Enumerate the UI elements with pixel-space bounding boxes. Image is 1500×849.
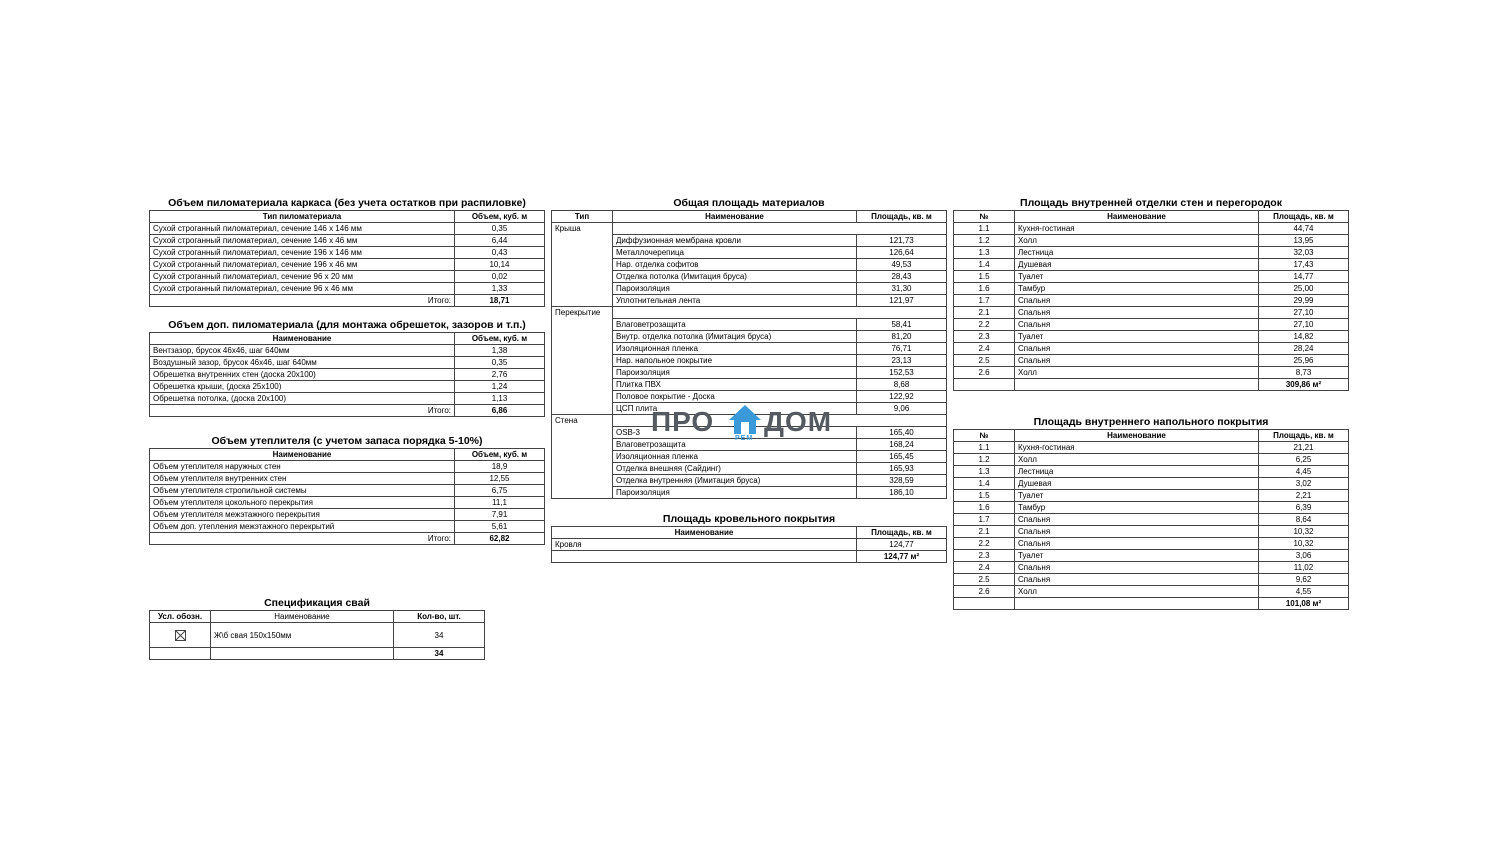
table-cell: OSB-3	[613, 427, 857, 439]
table-cell: 168,24	[857, 439, 947, 451]
logo-text-left: ПРО	[651, 406, 715, 437]
col-header: Площадь, кв. м	[857, 211, 947, 223]
table-row	[552, 391, 947, 403]
table-row	[954, 319, 1349, 331]
table-row	[150, 485, 545, 497]
table-cell: 31,30	[857, 283, 947, 295]
table-cell: 1.6	[954, 502, 1015, 514]
table-row	[954, 586, 1349, 598]
materials-block	[551, 196, 947, 499]
table-cell: Спальня	[1015, 295, 1259, 307]
table-cell: 1.2	[954, 454, 1015, 466]
table-cell: Сухой строганный пиломатериал, сечение 196 x 146 мм	[150, 247, 455, 259]
table-cell: 2.5	[954, 355, 1015, 367]
table-row	[954, 538, 1349, 550]
table-cell: 1.1	[954, 442, 1015, 454]
walls-rows	[954, 223, 1349, 379]
col-header: Наименование	[552, 527, 857, 539]
table-row	[954, 247, 1349, 259]
roofing-table	[551, 526, 947, 563]
table-cell: 5,61	[455, 521, 545, 533]
table-cell: Спальня	[1015, 562, 1259, 574]
table-cell: 152,53	[857, 367, 947, 379]
col-header: Тип пиломатериала	[150, 211, 455, 223]
table-cell: Сухой строганный пиломатериал, сечение 146 x 46 мм	[150, 235, 455, 247]
total-value: 18,71	[455, 295, 545, 307]
table-cell: Отделка внутренняя (Имитация бруса)	[613, 475, 857, 487]
table-cell: 8,64	[1259, 514, 1349, 526]
table-cell: 25,00	[1259, 283, 1349, 295]
table-cell: Холл	[1015, 235, 1259, 247]
col-header: Объем, куб. м	[455, 333, 545, 345]
table-cell: Кухня-гостиная	[1015, 223, 1259, 235]
materials-rows	[552, 223, 947, 499]
table-cell: Лестница	[1015, 466, 1259, 478]
frame-lumber-title: Объем пиломатериала каркаса (без учета остатков при распиловке)	[168, 197, 526, 209]
floors-title: Площадь внутреннего напольного покрытия	[1033, 416, 1269, 428]
table-cell: Тамбур	[1015, 502, 1259, 514]
table-row	[552, 283, 947, 295]
table-cell: 81,20	[857, 331, 947, 343]
table-cell: 4,55	[1259, 586, 1349, 598]
table-cell: 6,44	[455, 235, 545, 247]
col-header: Объем, куб. м	[455, 449, 545, 461]
col-header: Площадь, кв. м	[857, 527, 947, 539]
table-cell: 2.4	[954, 343, 1015, 355]
table-row	[954, 367, 1349, 379]
table-row	[954, 307, 1349, 319]
table-row	[150, 259, 545, 271]
frame-lumber-block	[149, 196, 545, 307]
table-row	[552, 487, 947, 499]
table-row	[150, 509, 545, 521]
table-row	[552, 379, 947, 391]
table-cell: 2.4	[954, 562, 1015, 574]
table-row	[552, 247, 947, 259]
table-cell: Обрешетка потолка, (доска 20х100)	[150, 393, 455, 405]
table-cell: 1.7	[954, 514, 1015, 526]
table-cell: Влаговетрозащита	[613, 319, 857, 331]
table-cell: 2.3	[954, 331, 1015, 343]
table-row	[150, 473, 545, 485]
table-cell: 27,10	[1259, 307, 1349, 319]
total-value: 6,86	[455, 405, 545, 417]
table-row	[954, 574, 1349, 586]
col-header: Тип	[552, 211, 613, 223]
table-cell: 2.1	[954, 307, 1015, 319]
table-cell: 25,96	[1259, 355, 1349, 367]
table-cell: 49,53	[857, 259, 947, 271]
table-cell: 165,40	[857, 427, 947, 439]
col-header: №	[954, 430, 1015, 442]
pile-name: Ж\б свая 150х150мм	[211, 623, 394, 648]
table-cell: 2.6	[954, 367, 1015, 379]
table-row	[954, 259, 1349, 271]
table-cell: Спальня	[1015, 307, 1259, 319]
col-header: Площадь, кв. м	[1259, 211, 1349, 223]
total-value: 309,86 м²	[1259, 379, 1349, 391]
table-cell: Сухой строганный пиломатериал, сечение 196 x 46 мм	[150, 259, 455, 271]
table-cell: 121,97	[857, 295, 947, 307]
section-type: Стена	[552, 415, 613, 427]
table-cell: Душевая	[1015, 259, 1259, 271]
table-cell: 23,13	[857, 355, 947, 367]
table-cell: Нар. отделка софитов	[613, 259, 857, 271]
table-cell: 1.6	[954, 283, 1015, 295]
table-row	[954, 223, 1349, 235]
floors-rows	[954, 442, 1349, 598]
table-cell: 2.2	[954, 319, 1015, 331]
table-cell: Спальня	[1015, 526, 1259, 538]
table-row	[552, 539, 947, 551]
table-cell: 2,21	[1259, 490, 1349, 502]
table-row	[552, 295, 947, 307]
pile-qty: 34	[394, 623, 485, 648]
table-row	[552, 343, 947, 355]
table-cell: 0,02	[455, 271, 545, 283]
table-cell: Плитка ПВХ	[613, 379, 857, 391]
table-cell: ЦСП плита	[613, 403, 857, 415]
table-cell: 2.6	[954, 586, 1015, 598]
col-header: №	[954, 211, 1015, 223]
logo-subtext: РЕМ	[735, 435, 754, 442]
total-value: 124,77 м²	[857, 551, 947, 563]
materials-title: Общая площадь материалов	[673, 197, 825, 209]
table-row	[954, 343, 1349, 355]
table-cell: 1,38	[455, 345, 545, 357]
table-row	[954, 562, 1349, 574]
table-cell: 0,43	[455, 247, 545, 259]
table-cell: Металлочерепица	[613, 247, 857, 259]
table-cell: Воздушный зазор, брусок 46х46, шаг 640мм	[150, 357, 455, 369]
table-cell: 18,9	[455, 461, 545, 473]
table-cell: 10,32	[1259, 526, 1349, 538]
table-cell: 186,10	[857, 487, 947, 499]
table-cell: 6,25	[1259, 454, 1349, 466]
table-cell: 1.4	[954, 478, 1015, 490]
table-cell: Диффузионная мембрана кровли	[613, 235, 857, 247]
table-cell: 124,77	[857, 539, 947, 551]
table-cell: Туалет	[1015, 490, 1259, 502]
table-row	[150, 357, 545, 369]
table-row	[552, 355, 947, 367]
table-cell: 121,73	[857, 235, 947, 247]
table-cell: Внутр. отделка потолка (Имитация бруса)	[613, 331, 857, 343]
table-cell: 1.3	[954, 466, 1015, 478]
col-header: Наименование	[613, 211, 857, 223]
watermark-logo	[648, 404, 853, 448]
extra-lumber-table	[149, 332, 545, 417]
table-cell: Нар. напольное покрытие	[613, 355, 857, 367]
table-row	[150, 521, 545, 533]
table-row	[552, 319, 947, 331]
table-cell: Тамбур	[1015, 283, 1259, 295]
table-cell: 9,06	[857, 403, 947, 415]
table-row	[150, 271, 545, 283]
table-cell: 14,82	[1259, 331, 1349, 343]
table-cell: 165,45	[857, 451, 947, 463]
table-cell: 32,03	[1259, 247, 1349, 259]
table-row	[954, 490, 1349, 502]
table-row	[954, 271, 1349, 283]
insulation-table	[149, 448, 545, 545]
total-value: 34	[394, 648, 485, 660]
table-cell: 0,35	[455, 223, 545, 235]
table-cell: Изоляционная пленка	[613, 451, 857, 463]
table-cell: Отделка потолка (Имитация бруса)	[613, 271, 857, 283]
table-cell: Спальня	[1015, 574, 1259, 586]
table-cell: Холл	[1015, 586, 1259, 598]
table-cell: Половое покрытие - Доска	[613, 391, 857, 403]
total-label: Итого:	[150, 295, 455, 307]
table-cell: Объем утеплителя цокольного перекрытия	[150, 497, 455, 509]
table-row	[954, 295, 1349, 307]
table-cell: 58,41	[857, 319, 947, 331]
col-header: Площадь, кв. м	[1259, 430, 1349, 442]
table-row	[552, 235, 947, 247]
table-cell: Объем утеплителя межэтажного перекрытия	[150, 509, 455, 521]
table-cell: Холл	[1015, 454, 1259, 466]
table-row	[954, 466, 1349, 478]
insulation-block	[149, 434, 545, 545]
table-cell: 1,13	[455, 393, 545, 405]
table-row	[954, 550, 1349, 562]
table-cell: 21,21	[1259, 442, 1349, 454]
piles-title: Спецификация свай	[264, 597, 370, 609]
table-cell: Туалет	[1015, 271, 1259, 283]
table-cell: Пароизоляция	[613, 487, 857, 499]
table-cell: 9,62	[1259, 574, 1349, 586]
piles-table	[149, 610, 485, 660]
table-cell: 1,33	[455, 283, 545, 295]
table-cell: 1.5	[954, 271, 1015, 283]
table-cell: Сухой строганный пиломатериал, сечение 96 x 46 мм	[150, 283, 455, 295]
table-cell: 12,55	[455, 473, 545, 485]
table-cell: Спальня	[1015, 319, 1259, 331]
table-cell: 3,02	[1259, 478, 1349, 490]
section-type: Перекрытие	[552, 307, 613, 319]
table-cell: Сухой строганный пиломатериал, сечение 146 x 146 мм	[150, 223, 455, 235]
col-header: Кол-во, шт.	[394, 611, 485, 623]
table-cell: 2.2	[954, 538, 1015, 550]
table-row	[954, 454, 1349, 466]
table-cell: 1.1	[954, 223, 1015, 235]
table-cell: Пароизоляция	[613, 283, 857, 295]
table-row	[954, 514, 1349, 526]
table-cell: 8,68	[857, 379, 947, 391]
roofing-rows	[552, 539, 947, 551]
walls-title: Площадь внутренней отделки стен и перегородок	[1020, 197, 1282, 209]
table-cell: 2,76	[455, 369, 545, 381]
logo-text-right: ДОМ	[764, 406, 833, 437]
section-row	[552, 307, 947, 319]
section-type: Крыша	[552, 223, 613, 235]
table-cell: 27,10	[1259, 319, 1349, 331]
table-cell: Обрешетка внутренних стен (доска 20х100)	[150, 369, 455, 381]
table-cell: 122,92	[857, 391, 947, 403]
table-row	[150, 369, 545, 381]
table-cell: Спальня	[1015, 343, 1259, 355]
table-cell: 17,43	[1259, 259, 1349, 271]
materials-table	[551, 210, 947, 499]
floors-block	[953, 415, 1349, 610]
table-cell: 6,39	[1259, 502, 1349, 514]
table-cell: 1.7	[954, 295, 1015, 307]
table-cell: 29,99	[1259, 295, 1349, 307]
col-header: Наименование	[150, 333, 455, 345]
table-cell: 11,02	[1259, 562, 1349, 574]
pile-symbol-icon	[175, 630, 186, 641]
table-row	[954, 526, 1349, 538]
table-row	[954, 502, 1349, 514]
table-row	[150, 283, 545, 295]
table-cell: Объем утеплителя внутренних стен	[150, 473, 455, 485]
table-row	[150, 223, 545, 235]
table-cell: 6,75	[455, 485, 545, 497]
table-cell: 4,45	[1259, 466, 1349, 478]
total-value: 101,08 м²	[1259, 598, 1349, 610]
table-cell: 328,59	[857, 475, 947, 487]
table-cell: Душевая	[1015, 478, 1259, 490]
table-cell: Лестница	[1015, 247, 1259, 259]
table-cell: Кухня-гостиная	[1015, 442, 1259, 454]
roofing-title: Площадь кровельного покрытия	[662, 513, 836, 525]
table-cell: Кровля	[552, 539, 857, 551]
table-row	[552, 475, 947, 487]
extra-lumber-block	[149, 318, 545, 417]
col-header: Наименование	[211, 611, 394, 623]
frame-lumber-rows	[150, 223, 545, 295]
table-row	[552, 463, 947, 475]
insulation-title: Объем утеплителя (с учетом запаса порядка 5-10%)	[211, 435, 483, 447]
table-cell: 2.5	[954, 574, 1015, 586]
col-header: Объем, куб. м	[455, 211, 545, 223]
table-cell: 0,35	[455, 357, 545, 369]
house-icon	[728, 404, 762, 436]
table-cell: 1.4	[954, 259, 1015, 271]
table-row	[954, 331, 1349, 343]
col-header: Наименование	[1015, 211, 1259, 223]
walls-table	[953, 210, 1349, 391]
table-cell: 28,43	[857, 271, 947, 283]
frame-lumber-table	[149, 210, 545, 307]
table-cell: Объем утеплителя стропильной системы	[150, 485, 455, 497]
table-cell: Спальня	[1015, 538, 1259, 550]
table-cell: 1.3	[954, 247, 1015, 259]
extra-lumber-rows	[150, 345, 545, 405]
table-row	[150, 235, 545, 247]
table-cell: 11,1	[455, 497, 545, 509]
table-cell: Изоляционная пленка	[613, 343, 857, 355]
total-label: Итого:	[150, 533, 455, 545]
table-cell: 2.1	[954, 526, 1015, 538]
table-cell: 10,32	[1259, 538, 1349, 550]
col-header: Наименование	[150, 449, 455, 461]
table-cell: 126,64	[857, 247, 947, 259]
table-row	[954, 235, 1349, 247]
table-row	[954, 355, 1349, 367]
col-header: Наименование	[1015, 430, 1259, 442]
table-row	[150, 461, 545, 473]
table-row	[954, 478, 1349, 490]
table-cell: 44,74	[1259, 223, 1349, 235]
table-cell: 7,91	[455, 509, 545, 521]
table-cell: 8,73	[1259, 367, 1349, 379]
table-row	[150, 648, 485, 660]
col-header: Усл. обозн.	[150, 611, 211, 623]
roofing-block	[551, 512, 947, 563]
total-value: 62,82	[455, 533, 545, 545]
walls-block	[953, 196, 1349, 391]
table-cell: Спальня	[1015, 355, 1259, 367]
table-cell: Уплотнительная лента	[613, 295, 857, 307]
table-cell: 1,24	[455, 381, 545, 393]
table-cell: Объем доп. утепления межэтажного перекрытий	[150, 521, 455, 533]
table-row	[150, 345, 545, 357]
total-label: Итого:	[150, 405, 455, 417]
table-cell: 14,77	[1259, 271, 1349, 283]
section-row	[552, 223, 947, 235]
table-cell: Туалет	[1015, 331, 1259, 343]
table-row	[150, 247, 545, 259]
table-cell: Обрешетка крыши, (доска 25х100)	[150, 381, 455, 393]
table-row	[552, 259, 947, 271]
table-cell: Влаговетрозащита	[613, 439, 857, 451]
table-row	[552, 367, 947, 379]
table-cell: 165,93	[857, 463, 947, 475]
insulation-rows	[150, 461, 545, 533]
table-cell: Пароизоляция	[613, 367, 857, 379]
floors-table	[953, 429, 1349, 610]
table-row	[954, 283, 1349, 295]
table-row	[150, 381, 545, 393]
table-row	[954, 442, 1349, 454]
table-cell: 2.3	[954, 550, 1015, 562]
table-cell: Вентзазор, брусок 46х46, шаг 640мм	[150, 345, 455, 357]
table-row	[150, 623, 485, 648]
table-cell: Отделка внешняя (Сайдинг)	[613, 463, 857, 475]
piles-block	[149, 596, 485, 660]
table-cell: 1.2	[954, 235, 1015, 247]
table-row	[150, 393, 545, 405]
table-cell: 10,14	[455, 259, 545, 271]
table-row	[552, 271, 947, 283]
table-row	[552, 331, 947, 343]
extra-lumber-title: Объем доп. пиломатериала (для монтажа обрешеток, зазоров и т.п.)	[168, 319, 526, 331]
table-cell: Сухой строганный пиломатериал, сечение 96 x 20 мм	[150, 271, 455, 283]
table-cell: 28,24	[1259, 343, 1349, 355]
table-cell: 3,06	[1259, 550, 1349, 562]
table-cell: Спальня	[1015, 514, 1259, 526]
table-cell: 13,95	[1259, 235, 1349, 247]
table-cell: 76,71	[857, 343, 947, 355]
table-cell: Туалет	[1015, 550, 1259, 562]
table-cell: Холл	[1015, 367, 1259, 379]
table-row	[552, 451, 947, 463]
table-cell: 1.5	[954, 490, 1015, 502]
table-row	[150, 497, 545, 509]
table-cell: Объем утеплителя наружных стен	[150, 461, 455, 473]
